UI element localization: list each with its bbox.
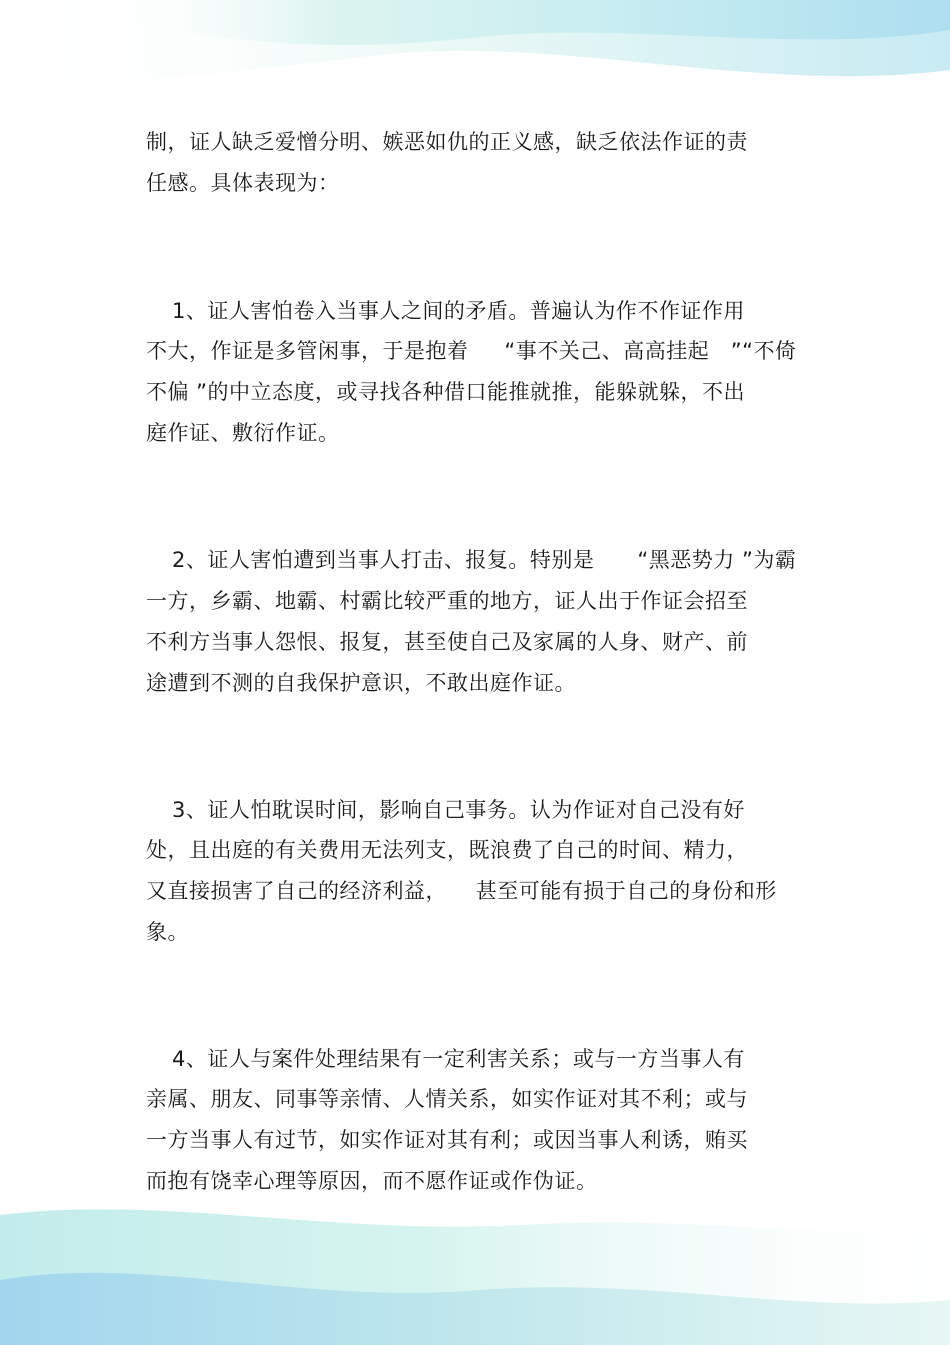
paragraph-3-line: 象。 xyxy=(146,920,189,944)
paragraph-2-line: 不利方当事人怨恨、报复，甚至使自己及家属的人身、财产、前 xyxy=(146,630,748,654)
paragraph-3-line: 3、证人怕耽误时间，影响自己事务。认为作证对自己没有好 xyxy=(172,798,745,822)
paragraph-1-line: 不偏 ”的中立态度，或寻找各种借口能推就推，能躲就躲，不出 xyxy=(146,380,746,404)
paragraph-2-line: 2、证人害怕遭到当事人打击、报复。特别是 “黑恶势力 ”为霸 xyxy=(172,548,797,572)
paragraph-1-line: 不大，作证是多管闲事，于是抱着 “事不关己、高高挂起 ”“不倚 xyxy=(146,339,797,363)
paragraph-4-line: 一方当事人有过节，如实作证对其有利；或因当事人利诱，贿买 xyxy=(146,1128,748,1152)
paragraph-2-line: 一方，乡霸、地霸、村霸比较严重的地方，证人出于作证会招至 xyxy=(146,589,748,613)
paragraph-1-line: 庭作证、敷衍作证。 xyxy=(146,421,340,445)
paragraph-3-line: 处，且出庭的有关费用无法列支，既浪费了自己的时间、精力， xyxy=(146,838,748,862)
paragraph-1-line: 1、证人害怕卷入当事人之间的矛盾。普遍认为作不作证作用 xyxy=(172,299,745,323)
paragraph-3-line: 又直接损害了自己的经济利益， 甚至可能有损于自己的身份和形 xyxy=(146,879,777,903)
intro-line: 任感。具体表现为： xyxy=(146,171,340,195)
paragraph-2-line: 途遭到不测的自我保护意识，不敢出庭作证。 xyxy=(146,671,576,695)
intro-line: 制，证人缺乏爱憎分明、嫉恶如仇的正义感，缺乏依法作证的责 xyxy=(146,130,748,154)
paragraph-4-line: 4、证人与案件处理结果有一定利害关系；或与一方当事人有 xyxy=(172,1047,745,1071)
paragraph-4-line: 亲属、朋友、同事等亲情、人情关系，如实作证对其不利；或与 xyxy=(146,1087,748,1111)
paragraph-4-line: 而抱有饶幸心理等原因，而不愿作证或作伪证。 xyxy=(146,1169,598,1193)
